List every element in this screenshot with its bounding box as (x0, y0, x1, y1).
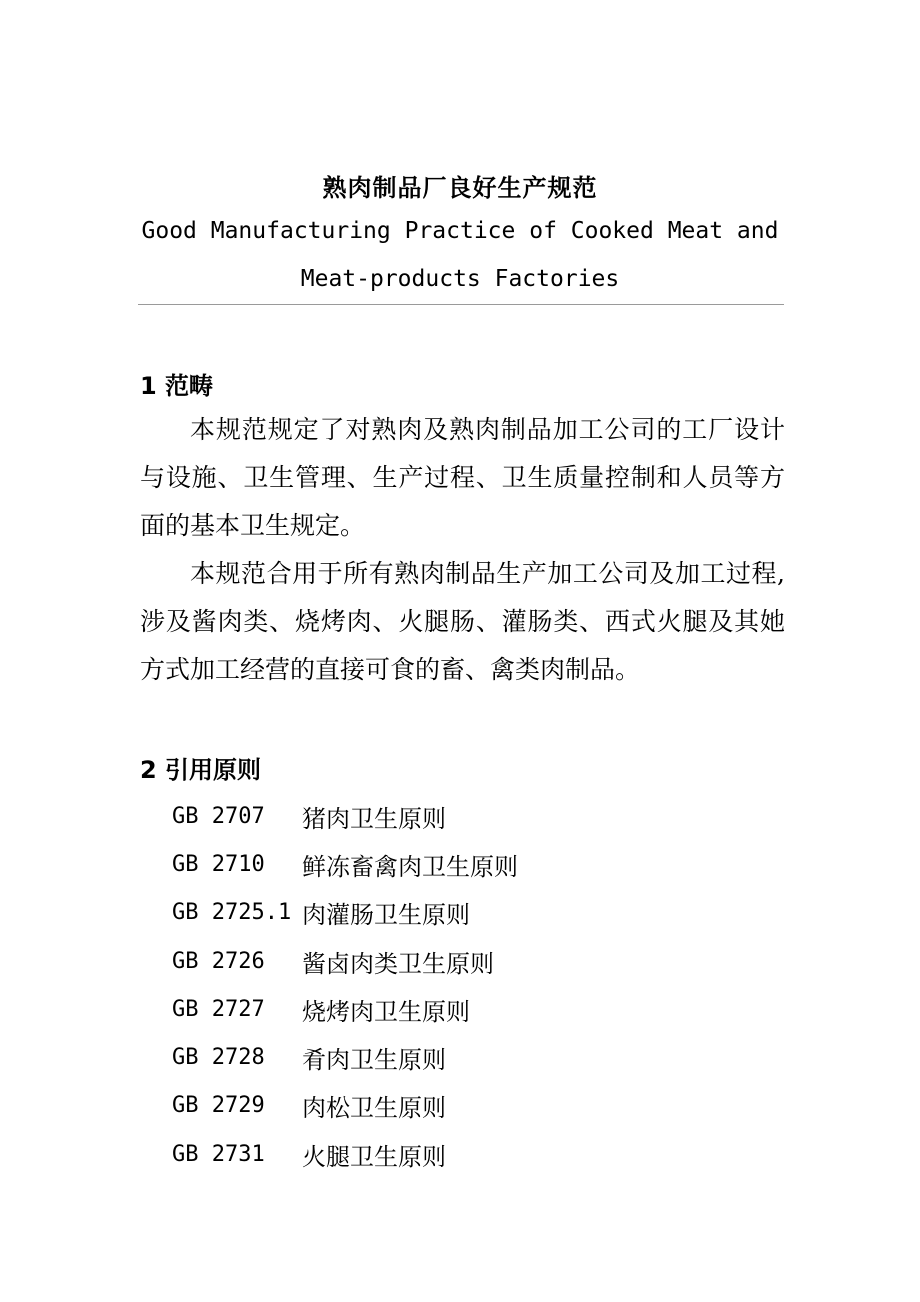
reference-code: GB 2726 (172, 948, 265, 974)
reference-title: 酱卤肉类卫生原则 (302, 949, 494, 978)
reference-title: 烧烤肉卫生原则 (302, 997, 470, 1026)
title-divider (138, 304, 784, 305)
scope-paragraph-1: 本规范规定了对熟肉及熟肉制品加工公司的工厂设计与设施、卫生管理、生产过程、卫生质量控制和人员等方面的基本卫生规定。 (140, 415, 785, 540)
reference-title: 肉松卫生原则 (302, 1094, 446, 1123)
reference-title: 鲜冻畜禽肉卫生原则 (302, 852, 518, 881)
reference-list (172, 792, 518, 1178)
reference-code: GB 2728 (172, 1045, 265, 1071)
reference-code: GB 2729 (172, 1093, 265, 1119)
reference-item (172, 937, 518, 985)
document-title-en-line1: Good Manufacturing Practice of Cooked Meat and (141, 218, 779, 244)
reference-item (172, 1082, 518, 1130)
document-title-cn: 熟肉制品厂良好生产规范 (322, 174, 598, 202)
reference-title: 肉灌肠卫生原则 (302, 901, 470, 930)
reference-item (172, 889, 518, 937)
reference-item (172, 985, 518, 1033)
reference-code: GB 2725.1 (172, 900, 292, 926)
reference-code: GB 2727 (172, 996, 265, 1022)
reference-title: 肴肉卫生原则 (302, 1046, 446, 1075)
document-title-en-line2: Meat-products Factories (300, 266, 620, 292)
section-heading-references: 2 引用原则 (140, 756, 262, 784)
section-heading-scope: 1 范畴 (140, 372, 214, 400)
reference-code: GB 2731 (172, 1141, 265, 1167)
reference-title: 火腿卫生原则 (302, 1142, 446, 1171)
reference-code: GB 2710 (172, 851, 265, 877)
reference-code: GB 2707 (172, 803, 265, 829)
scope-paragraph-2: 本规范合用于所有熟肉制品生产加工公司及加工过程,涉及酱肉类、烧烤肉、火腿肠、灌肠类、西式火腿及其她方式加工经营的直接可食的畜、禽类肉制品。 (140, 559, 785, 684)
reference-item (172, 1033, 518, 1081)
reference-item (172, 792, 518, 840)
reference-item (172, 840, 518, 888)
reference-item (172, 1130, 518, 1178)
reference-title: 猪肉卫生原则 (302, 804, 446, 833)
